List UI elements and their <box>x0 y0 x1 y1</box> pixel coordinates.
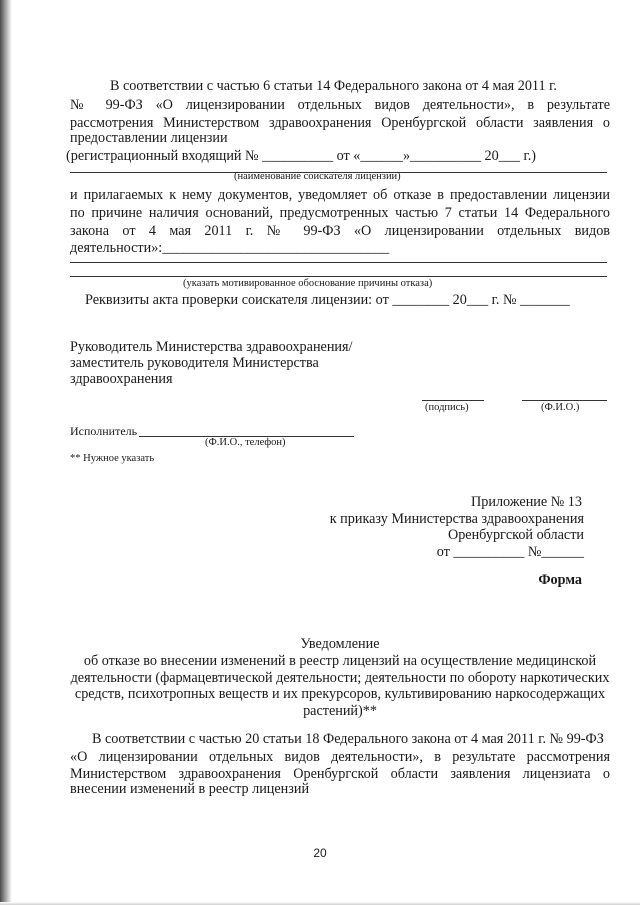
footnote: ** Нужное указать <box>70 453 155 464</box>
inspection-act-line: Реквизиты акта проверки соискателя лицензии: от ________ 20___ г. № _______ <box>85 292 570 308</box>
head-title-line3: здравоохранения <box>70 371 173 387</box>
appendix-order: к приказу Министерства здравоохранения <box>329 511 584 527</box>
head-title-line1: Руководитель Министерства здравоохранения/ <box>70 339 353 355</box>
appendix-date: от __________ №______ <box>436 544 584 560</box>
registration-line: (регистрационный входящий № __________ от «______»__________ 20___ г.) <box>66 148 537 164</box>
notice-line3: средств, психотропных веществ и их прекурсоров, культивированию наркосодержащих <box>74 686 606 702</box>
scan-edge <box>0 0 12 905</box>
executor-label: Исполнитель <box>70 424 138 438</box>
signature-caption: (подпись) <box>425 402 469 413</box>
para2-line2: по причине наличия оснований, предусмотренных частью 7 статьи 14 Федерального <box>70 205 610 221</box>
para1-line1: В соответствии с частью 6 статьи 14 Федерального закона от 4 мая 2011 г. <box>110 78 557 94</box>
page-number: 20 <box>313 846 327 860</box>
para2-line4: деятельности»:________________________________ <box>70 240 390 256</box>
para3-line2: «О лицензировании отдельных видов деятельности», в результате рассмотрения <box>70 749 610 765</box>
reason-line-1 <box>70 262 607 263</box>
para1-line2: № 99-ФЗ «О лицензировании отдельных видов деятельности», в результате <box>70 97 610 113</box>
name-line <box>522 400 607 401</box>
notice-title: Уведомление <box>300 636 380 652</box>
para2-line3: закона от 4 мая 2011 г. № 99-ФЗ «О лицензировании отдельных видов <box>70 223 610 239</box>
notice-line4: растений)** <box>303 703 377 719</box>
head-title-line2: заместитель руководителя Министерства <box>70 355 319 371</box>
signature-line <box>422 400 484 401</box>
para1-line3: рассмотрения Министерством здравоохранения Оренбургской области заявления о <box>70 115 610 131</box>
reason-caption: (указать мотивированное обоснование причины отказа) <box>183 278 433 289</box>
executor-caption: (Ф.И.О., телефон) <box>205 437 286 448</box>
appendix-region: Оренбургской области <box>447 527 584 543</box>
notice-line1: об отказе во внесении изменений в реестр лицензий на осуществление медицинской <box>83 653 597 669</box>
para1-line4: предоставлении лицензии <box>70 130 228 146</box>
para3-line1: В соответствии с частью 20 статьи 18 Федерального закона от 4 мая 2011 г. № 99-ФЗ <box>92 731 604 747</box>
para3-line4: внесении изменений в реестр лицензий <box>70 781 310 797</box>
reason-line-2 <box>70 276 607 277</box>
para3-line3: Министерством здравоохранения Оренбургской области заявления лицензиата о <box>70 766 610 782</box>
name-caption: (Ф.И.О.) <box>541 402 580 413</box>
form-label: Форма <box>538 572 582 588</box>
applicant-caption: (наименование соискателя лицензии) <box>234 171 401 182</box>
appendix-number: Приложение № 13 <box>471 494 582 510</box>
para2-line1: и прилагаемых к нему документов, уведомляет об отказе в предоставлении лицензии <box>70 187 610 203</box>
notice-line2: деятельности (фармацевтической деятельности; деятельности по обороту наркотических <box>70 670 610 686</box>
